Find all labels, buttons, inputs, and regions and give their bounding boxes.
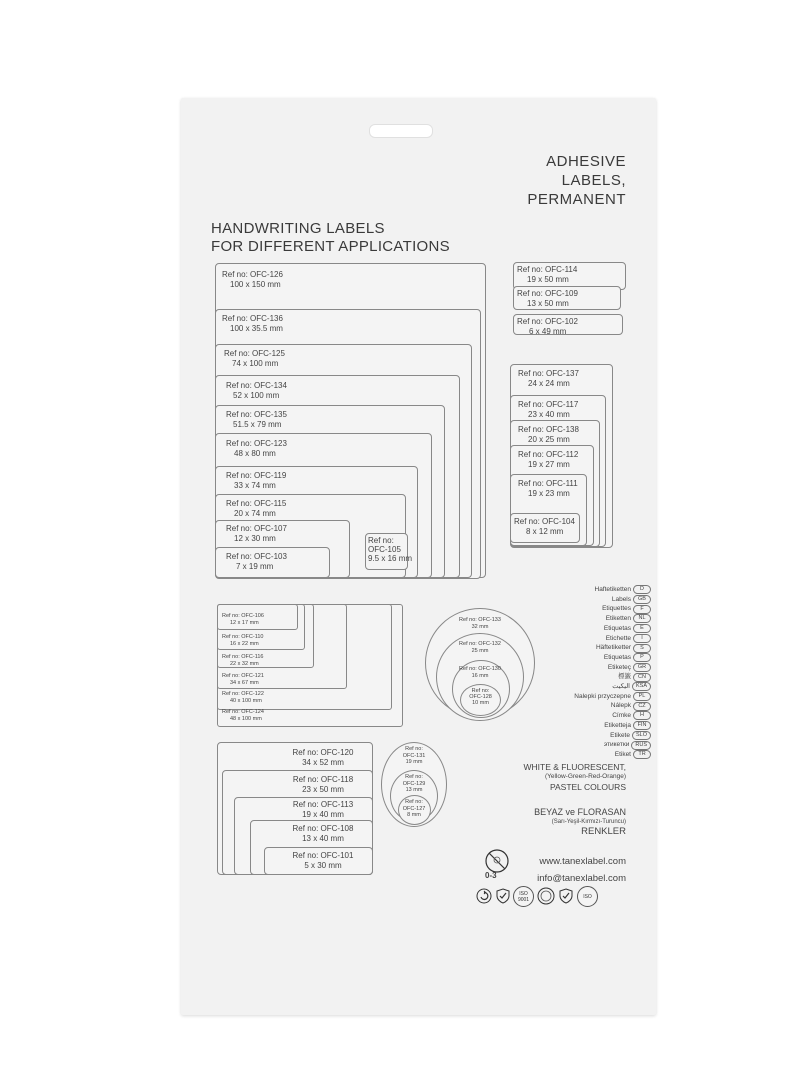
label-text-ofc-119: Ref no: OFC-119 33 x 74 mm bbox=[226, 471, 287, 490]
language-word: Häftetiketter bbox=[595, 644, 631, 652]
language-row bbox=[606, 614, 651, 624]
colors-title-en: WHITE & FLUORESCENT, bbox=[523, 762, 626, 772]
language-code-badge: FIN bbox=[633, 721, 651, 730]
language-row bbox=[604, 721, 651, 731]
hanging-hole bbox=[369, 124, 433, 138]
language-word: Labels bbox=[611, 595, 631, 603]
label-text-ofc-124: Ref no: OFC-124 48 x 100 mm bbox=[222, 709, 264, 722]
label-text-ofc-126: Ref no: OFC-126 100 x 150 mm bbox=[222, 270, 283, 289]
iso-badge: ISO bbox=[577, 886, 598, 907]
label-text-ofc-109: Ref no: OFC-109 13 x 50 mm bbox=[517, 289, 578, 308]
language-code-badge: I bbox=[633, 634, 651, 643]
label-text-ofc-114: Ref no: OFC-114 19 x 50 mm bbox=[517, 265, 578, 284]
label-text-ofc-118: Ref no: OFC-118 23 x 50 mm bbox=[292, 775, 354, 794]
subtitle-line-2: FOR DIFFERENT APPLICATIONS bbox=[211, 238, 450, 255]
label-text-ofc-128: Ref no: OFC-128 bbox=[469, 688, 492, 700]
title-line-3: PERMANENT bbox=[527, 191, 626, 208]
language-word: Etiket bbox=[614, 750, 631, 758]
language-word: этикетки bbox=[603, 741, 630, 749]
subtitle bbox=[211, 220, 450, 256]
title-line-2: LABELS, bbox=[561, 172, 626, 189]
language-code-badge: NL bbox=[633, 614, 651, 623]
language-row bbox=[596, 643, 651, 653]
language-code-badge: H bbox=[633, 711, 651, 720]
label-text-ofc-136: Ref no: OFC-136 100 x 35.5 mm bbox=[222, 314, 283, 333]
label-text-ofc-120: Ref no: OFC-120 34 x 52 mm bbox=[292, 748, 354, 767]
label-text-ofc-128-size: 10 mm bbox=[472, 700, 489, 706]
title-line-1: ADHESIVE bbox=[546, 153, 626, 170]
language-word: Etichette bbox=[605, 634, 631, 642]
language-row bbox=[615, 750, 651, 760]
language-code-badge: KSA bbox=[632, 682, 651, 691]
language-row bbox=[604, 740, 651, 750]
language-row bbox=[606, 634, 651, 644]
label-text-ofc-103: Ref no: OFC-103 7 x 19 mm bbox=[226, 552, 287, 571]
label-text-ofc-121: Ref no: OFC-121 34 x 67 mm bbox=[222, 673, 264, 686]
label-text-ofc-105: Ref no: OFC-105 9.5 x 16 mm bbox=[368, 536, 413, 563]
language-code-badge: E bbox=[633, 624, 651, 633]
language-word: Etikete bbox=[610, 731, 630, 739]
label-text-ofc-108: Ref no: OFC-108 13 x 40 mm bbox=[292, 824, 354, 843]
language-word: Etiketten bbox=[605, 615, 631, 623]
label-text-ofc-115: Ref no: OFC-115 20 x 74 mm bbox=[226, 499, 287, 518]
label-text-ofc-123: Ref no: OFC-123 48 x 80 mm bbox=[226, 439, 287, 458]
label-text-ofc-130: Ref no: OFC-130 16 mm bbox=[459, 666, 501, 679]
language-code-badge: D bbox=[633, 585, 651, 594]
website-text: www.tanexlabel.com bbox=[539, 856, 626, 867]
label-text-ofc-104: Ref no: OFC-104 8 x 12 mm bbox=[514, 517, 575, 536]
seal-icon bbox=[537, 887, 555, 905]
label-text-ofc-112: Ref no: OFC-112 19 x 27 mm bbox=[518, 450, 579, 469]
colors-info-tr bbox=[534, 807, 626, 837]
iso-9001-badge: ISO 9001 bbox=[513, 886, 534, 907]
age-warning-text: 0-3 bbox=[485, 871, 497, 880]
colors-pastel-en: PASTEL COLOURS bbox=[549, 782, 626, 792]
language-code-badge: PL bbox=[633, 692, 651, 701]
language-row bbox=[574, 692, 651, 702]
language-code-badge: GB bbox=[633, 595, 651, 604]
label-text-ofc-101: Ref no: OFC-101 5 x 30 mm bbox=[292, 851, 354, 870]
language-code-badge: CN bbox=[633, 673, 651, 682]
language-row bbox=[610, 731, 651, 741]
label-text-ofc-133: Ref no: OFC-133 32 mm bbox=[459, 617, 501, 630]
label-text-ofc-137: Ref no: OFC-137 24 x 24 mm bbox=[518, 369, 579, 388]
language-code-badge: SLO bbox=[632, 731, 651, 740]
label-text-ofc-106: Ref no: OFC-106 12 x 17 mm bbox=[222, 613, 264, 626]
package-title bbox=[527, 152, 626, 209]
language-code-badge: CZ bbox=[633, 702, 651, 711]
colors-title-tr: BEYAZ ve FLORASAN bbox=[534, 807, 626, 817]
language-code-badge: S bbox=[633, 644, 651, 653]
language-word: Címke bbox=[612, 712, 631, 720]
colors-sub-en: (Yellow-Green-Red-Orange) bbox=[544, 773, 626, 780]
language-word: اليكيت bbox=[612, 683, 630, 690]
language-word: Nalepki przyczepne bbox=[574, 692, 631, 700]
language-word: Etiquettes bbox=[602, 605, 631, 613]
label-text-ofc-102: Ref no: OFC-102 6 x 49 mm bbox=[517, 317, 578, 336]
colors-renk-tr: RENKLER bbox=[581, 826, 626, 837]
language-row bbox=[612, 595, 651, 605]
language-word: 標籤 bbox=[618, 673, 631, 681]
email-text: info@tanexlabel.com bbox=[537, 873, 626, 884]
label-text-ofc-134: Ref no: OFC-134 52 x 100 mm bbox=[226, 381, 287, 400]
label-text-ofc-132: Ref no: OFC-132 25 mm bbox=[459, 641, 501, 654]
language-row bbox=[618, 672, 651, 682]
language-word: Etiquetas bbox=[603, 653, 631, 661]
language-row bbox=[604, 653, 651, 663]
label-text-ofc-113: Ref no: OFC-113 19 x 40 mm bbox=[292, 800, 354, 819]
label-text-ofc-117: Ref no: OFC-117 23 x 40 mm bbox=[518, 400, 579, 419]
language-row bbox=[602, 604, 651, 614]
language-row bbox=[604, 624, 651, 634]
language-word: Haftetiketten bbox=[594, 586, 631, 593]
label-text-ofc-110: Ref no: OFC-110 16 x 22 mm bbox=[222, 634, 264, 647]
language-word: Etiketteja bbox=[604, 721, 631, 729]
label-text-ofc-138: Ref no: OFC-138 20 x 25 mm bbox=[518, 425, 579, 444]
label-text-ofc-131: Ref no: OFC-131 19 mm bbox=[402, 746, 426, 765]
language-code-badge: RUS bbox=[631, 741, 651, 750]
check-badge-icon bbox=[495, 888, 511, 904]
language-row bbox=[595, 585, 652, 595]
language-word: Nálepk bbox=[610, 702, 631, 710]
label-text-ofc-116: Ref no: OFC-116 22 x 32 mm bbox=[222, 654, 264, 667]
colors-info-en bbox=[524, 762, 626, 792]
label-text-ofc-129: Ref no: OFC-129 13 mm bbox=[402, 774, 426, 793]
language-row bbox=[608, 663, 651, 673]
recycle-icon bbox=[476, 888, 492, 904]
label-text-ofc-125: Ref no: OFC-125 74 x 100 mm bbox=[224, 349, 285, 368]
language-word: Etiketeç bbox=[607, 663, 631, 671]
language-row bbox=[611, 701, 651, 711]
language-code-badge: GR bbox=[633, 663, 651, 672]
label-text-ofc-135: Ref no: OFC-135 51.5 x 79 mm bbox=[226, 410, 287, 429]
check-badge-icon-2 bbox=[558, 888, 574, 904]
language-code-badge: P bbox=[633, 653, 651, 662]
language-code-badge: F bbox=[633, 605, 651, 614]
label-text-ofc-111: Ref no: OFC-111 19 x 23 mm bbox=[518, 479, 578, 498]
language-code-badge: TR bbox=[633, 750, 651, 759]
language-word: Etiquetas bbox=[603, 624, 631, 632]
subtitle-line-1: HANDWRITING LABELS bbox=[211, 220, 385, 237]
label-text-ofc-127: Ref no: OFC-127 8 mm bbox=[402, 799, 426, 818]
label-text-ofc-122: Ref no: OFC-122 40 x 100 mm bbox=[222, 691, 264, 704]
language-row bbox=[612, 711, 651, 721]
language-row bbox=[612, 682, 651, 692]
colors-sub-tr: (Sarı-Yeşil-Kırmızı-Turuncu) bbox=[551, 819, 626, 825]
label-text-ofc-107: Ref no: OFC-107 12 x 30 mm bbox=[226, 524, 287, 543]
